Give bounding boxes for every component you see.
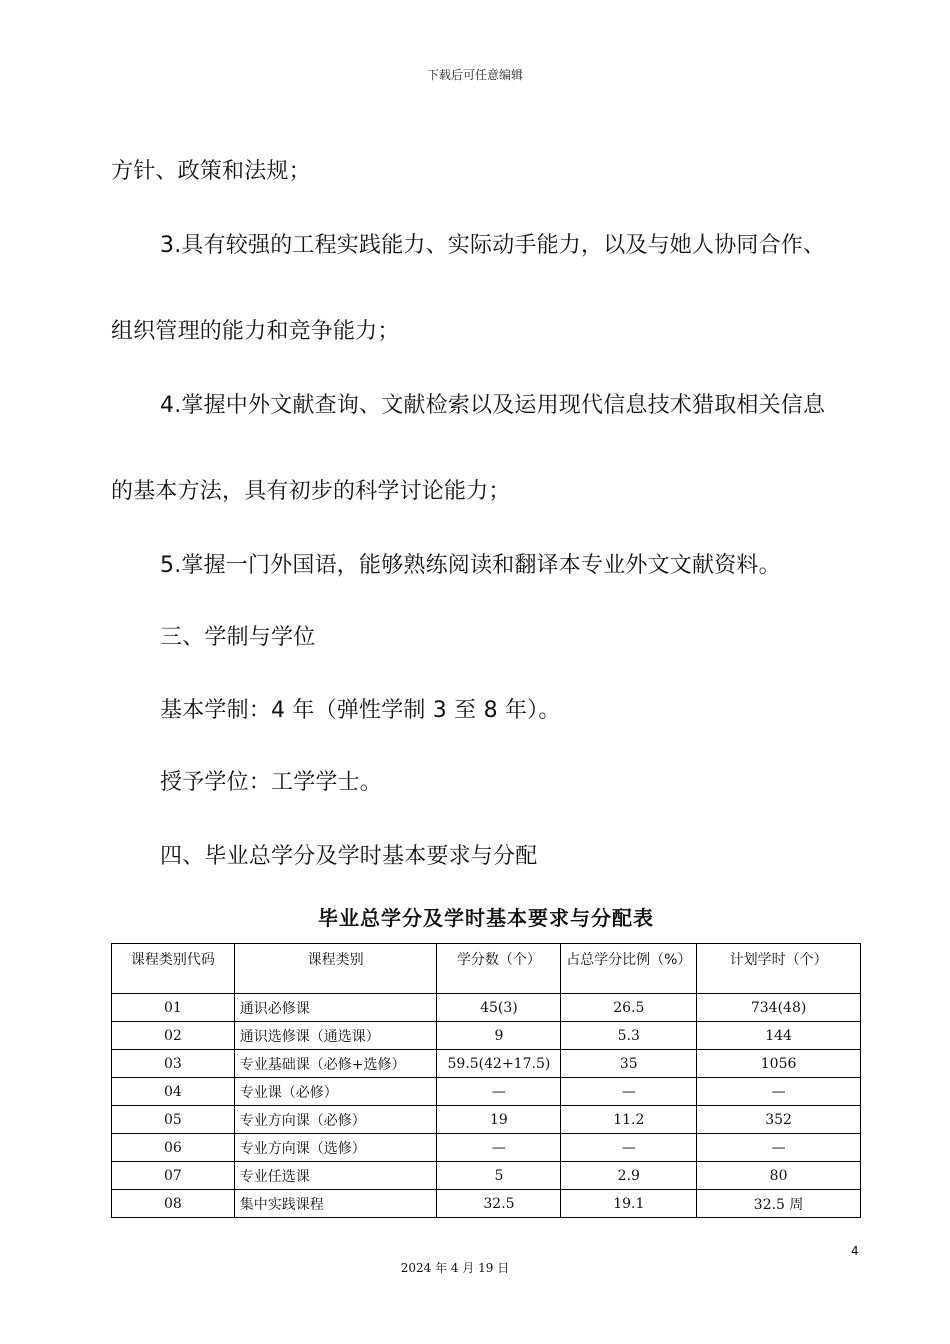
cell-hours: 144 (697, 1022, 861, 1050)
paragraph-line: 方针、政策和法规； (111, 159, 311, 184)
cell-hours: — (697, 1134, 861, 1162)
cell-category: 专业基础课（必修+选修） (234, 1050, 437, 1078)
header-cell-hours: 计划学时（个） (697, 944, 861, 994)
cell-code: 05 (112, 1106, 235, 1134)
table-row (112, 1022, 861, 1050)
cell-category: 专业方向课（选修） (234, 1134, 437, 1162)
cell-credits: 32.5 (437, 1190, 561, 1218)
page-number: 4 (851, 1244, 859, 1258)
cell-credits: 19 (437, 1106, 561, 1134)
cell-credits: 45(3) (437, 994, 561, 1022)
cell-code: 08 (112, 1190, 235, 1218)
cell-category: 通识必修课 (234, 994, 437, 1022)
cell-category: 集中实践课程 (234, 1190, 437, 1218)
cell-code: 06 (112, 1134, 235, 1162)
cell-ratio: — (561, 1134, 697, 1162)
cell-credits: — (437, 1078, 561, 1106)
cell-ratio: 11.2 (561, 1106, 697, 1134)
paragraph-line: 基本学制：4 年（弹性学制 3 至 8 年）。 (160, 698, 561, 723)
cell-ratio: 5.3 (561, 1022, 697, 1050)
cell-ratio: 2.9 (561, 1162, 697, 1190)
table-row (112, 1134, 861, 1162)
cell-category: 专业方向课（必修） (234, 1106, 437, 1134)
cell-hours: 32.5 周 (697, 1190, 861, 1218)
table-row (112, 1190, 861, 1218)
table-row (112, 994, 861, 1022)
cell-hours: 734(48) (697, 994, 861, 1022)
cell-category: 通识选修课（通选课） (234, 1022, 437, 1050)
table-row (112, 1162, 861, 1190)
paragraph-line: 4.掌握中外文献查询、文献检索以及运用现代信息技术猎取相关信息 (160, 393, 826, 418)
cell-credits: 59.5(42+17.5) (437, 1050, 561, 1078)
cell-credits: 9 (437, 1022, 561, 1050)
cell-credits: — (437, 1134, 561, 1162)
page-footer-date: 2024 年 4 月 19 日 (400, 1261, 510, 1275)
cell-category: 专业课（必修） (234, 1078, 437, 1106)
paragraph-line: 3.具有较强的工程实践能力、实际动手能力，以及与她人协同合作、 (160, 233, 826, 258)
header-cell-ratio: 占总学分比例（%） (561, 944, 697, 994)
paragraph-line: 5.掌握一门外国语，能够熟练阅读和翻译本专业外文文献资料。 (160, 553, 781, 578)
cell-credits: 5 (437, 1162, 561, 1190)
paragraph-line: 授予学位：工学学士。 (160, 770, 383, 795)
cell-category: 专业任选课 (234, 1162, 437, 1190)
cell-ratio: 19.1 (561, 1190, 697, 1218)
table-title: 毕业总学分及学时基本要求与分配表 (318, 906, 654, 930)
header-cell-category: 课程类别 (234, 944, 437, 994)
credit-distribution-table (111, 943, 861, 1218)
cell-ratio: 26.5 (561, 994, 697, 1022)
header-cell-code: 课程类别代码 (112, 944, 235, 994)
table-row (112, 1078, 861, 1106)
cell-code: 04 (112, 1078, 235, 1106)
cell-code: 07 (112, 1162, 235, 1190)
cell-hours: 80 (697, 1162, 861, 1190)
cell-ratio: — (561, 1078, 697, 1106)
cell-code: 02 (112, 1022, 235, 1050)
cell-code: 01 (112, 994, 235, 1022)
table-row (112, 1050, 861, 1078)
cell-ratio: 35 (561, 1050, 697, 1078)
cell-hours: 1056 (697, 1050, 861, 1078)
paragraph-line: 的基本方法，具有初步的科学讨论能力； (111, 479, 511, 504)
cell-code: 03 (112, 1050, 235, 1078)
paragraph-line: 组织管理的能力和竞争能力； (111, 319, 400, 344)
table-row (112, 1106, 861, 1134)
cell-hours: 352 (697, 1106, 861, 1134)
page-header: 下载后可任意编辑 (426, 68, 523, 82)
section-heading: 四、毕业总学分及学时基本要求与分配 (160, 844, 538, 869)
table-header-row (112, 944, 861, 994)
section-heading: 三、学制与学位 (160, 625, 316, 650)
header-cell-credits: 学分数（个） (437, 944, 561, 994)
cell-hours: — (697, 1078, 861, 1106)
